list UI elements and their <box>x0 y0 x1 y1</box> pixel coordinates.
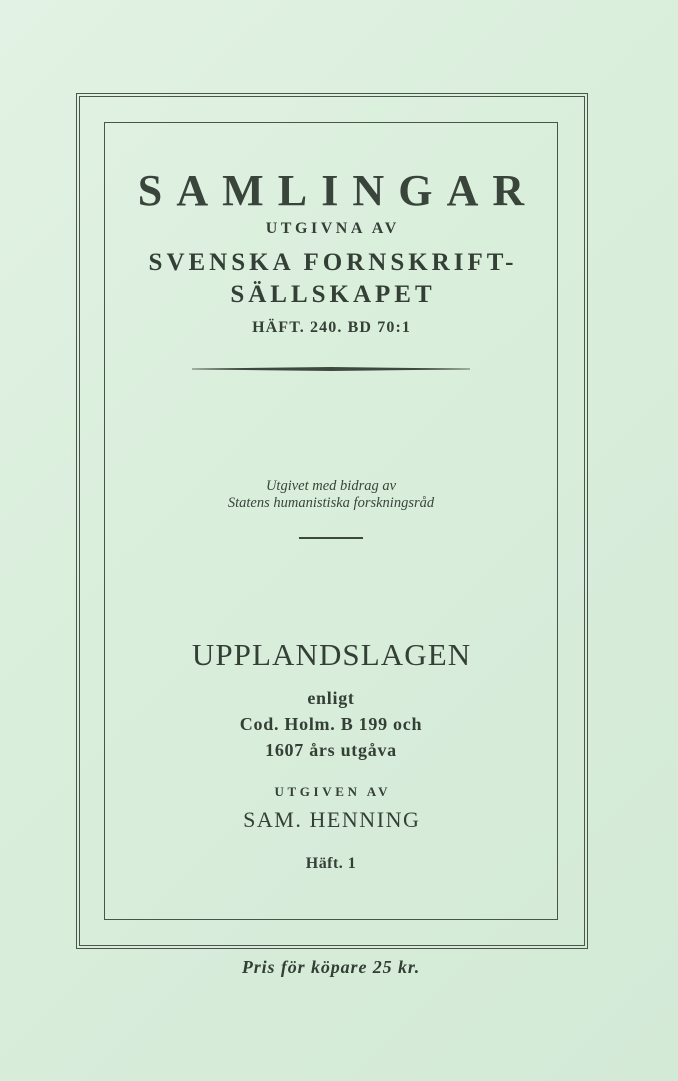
subtitle-edition: 1607 års utgåva <box>265 740 397 760</box>
part-number: Häft. 1 <box>305 855 357 872</box>
published-by-label: UTGIVNA AV <box>265 220 400 237</box>
society-name-line1: SVENSKA FORNSKRIFT- <box>148 249 518 276</box>
subtitle-enligt: enligt <box>307 688 355 708</box>
price-note: Pris för köpare 25 kr. <box>241 957 421 977</box>
inner-border <box>104 122 558 920</box>
series-title: SAMLINGAR <box>137 166 539 215</box>
edited-by-label: UTGIVEN AV <box>274 784 392 799</box>
work-title: UPPLANDSLAGEN <box>191 637 472 672</box>
funding-credit-line2: Statens humanistiska forskningsråd <box>227 495 435 511</box>
editor-name: SAM. HENNING <box>243 807 421 832</box>
issue-number: HÄFT. 240. BD 70:1 <box>252 319 412 336</box>
funding-credit <box>105 478 557 512</box>
short-divider-rule <box>299 537 363 539</box>
subtitle-source: Cod. Holm. B 199 och <box>239 714 423 734</box>
funding-credit-line1: Utgivet med bidrag av <box>265 478 397 494</box>
society-name-line2: SÄLLSKAPET <box>230 281 436 308</box>
divider-rule <box>192 367 470 371</box>
